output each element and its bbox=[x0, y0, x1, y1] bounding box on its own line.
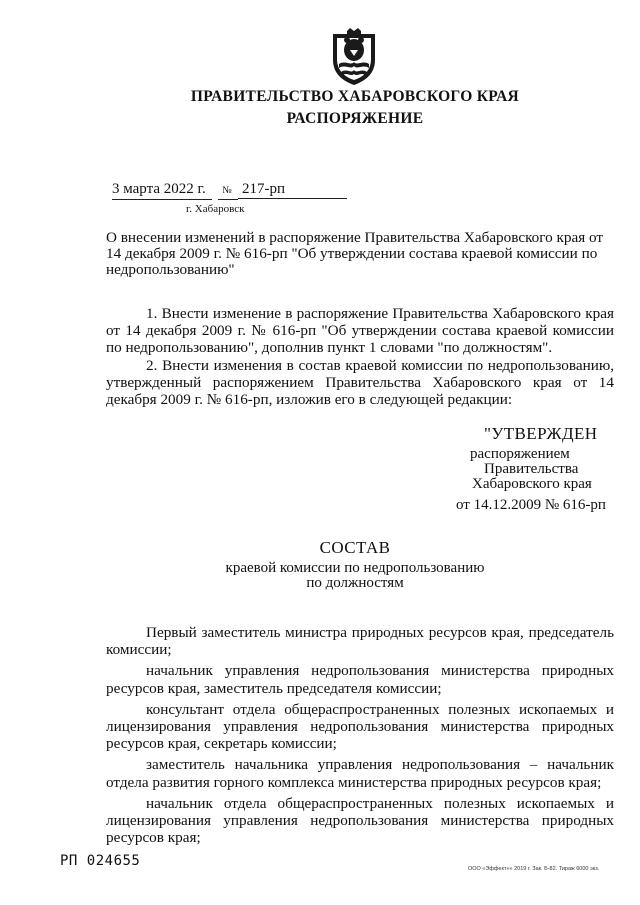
serial-number: РП 024655 bbox=[60, 853, 141, 869]
coat-of-arms-icon bbox=[329, 28, 379, 86]
body-paragraph: 2. Внести изменения в состав краевой комиссии по недропользованию, утвержденный распоряжением Правительства Хабаровского края от 14 декабря 2009 г. № 616-рп, изложив его в следующей редакции: bbox=[106, 356, 614, 409]
organization-title: ПРАВИТЕЛЬСТВО ХАБАРОВСКОГО КРАЯ bbox=[190, 88, 520, 105]
printer-imprint: ООО «Эффект»» 2019 г. Зак. Б-82. Тираж 6000 экз. bbox=[468, 866, 600, 872]
composition-subtitle-line: краевой комиссии по недропользованию bbox=[225, 560, 485, 576]
approval-date-number: от 14.12.2009 № 616-рп bbox=[456, 497, 606, 513]
document-date: 3 марта 2022 г. bbox=[112, 181, 206, 197]
member-item: Первый заместитель министра природных ресурсов края, председатель комиссии; bbox=[106, 624, 614, 659]
number-sign-underline bbox=[218, 199, 238, 200]
composition-title: СОСТАВ bbox=[319, 538, 391, 557]
approval-heading: "УТВЕРЖДЕН bbox=[484, 424, 598, 443]
approval-line: Хабаровского края bbox=[472, 476, 592, 492]
composition-subtitle bbox=[0, 561, 640, 591]
member-list bbox=[106, 624, 614, 850]
document-type: РАСПОРЯЖЕНИЕ bbox=[286, 110, 424, 127]
date-underline bbox=[112, 199, 212, 200]
member-item: заместитель начальника управления недропользования – начальник отдела развития горного комплекса министерства природных ресурсов края; bbox=[106, 756, 614, 791]
body-paragraph: 1. Внести изменение в распоряжение Правительства Хабаровского края от 14 декабря 2009 г. № 616-рп "Об утверждении состава краевой комиссии по недропользованию", дополнив пункт 1 словами "по должностям". bbox=[106, 305, 614, 357]
approval-line: распоряжением bbox=[470, 446, 570, 462]
document-body bbox=[106, 305, 614, 408]
member-item: начальник управления недропользования министерства природных ресурсов края, заместитель председателя комиссии; bbox=[106, 662, 614, 697]
approval-line: Правительства bbox=[484, 461, 579, 477]
composition-subtitle-line: по должностям bbox=[306, 575, 404, 591]
member-item: начальник отдела общераспространенных полезных ископаемых и лицензирования управления недропользования министерства природных ресурсов края; bbox=[106, 794, 614, 847]
document-number: 217-рп bbox=[238, 181, 347, 199]
date-number-line bbox=[112, 181, 347, 199]
document-subject: О внесении изменений в распоряжение Правительства Хабаровского края от 14 декабря 2009 г. № 616-рп "Об утверждении состава краевой комиссии по недропользованию" bbox=[106, 229, 604, 278]
document-city: г. Хабаровск bbox=[186, 203, 245, 215]
number-sign: № bbox=[222, 185, 232, 196]
member-item: консультант отдела общераспространенных полезных ископаемых и лицензирования управления недропользования министерства природных ресурсов края, секретарь комиссии; bbox=[106, 700, 614, 753]
